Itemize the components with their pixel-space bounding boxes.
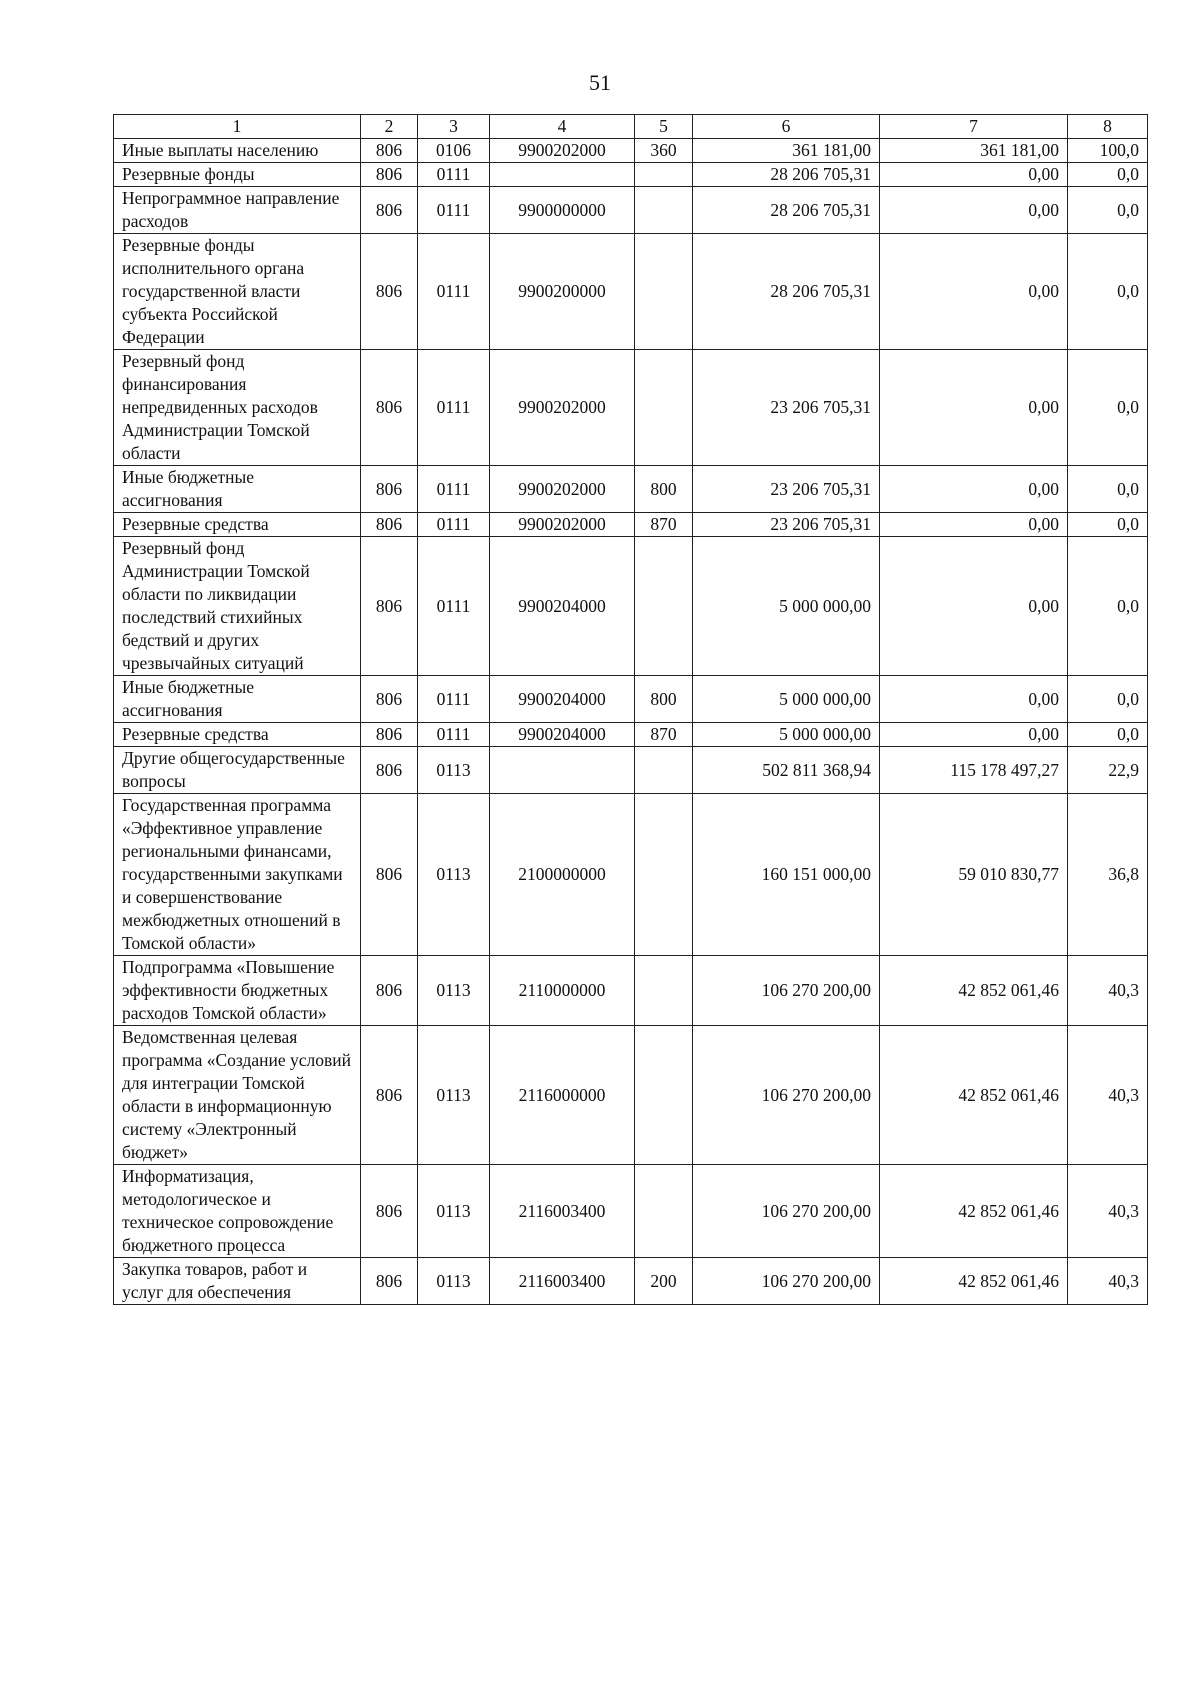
ministry-code-cell: 806 xyxy=(361,163,418,187)
page-number: 51 xyxy=(589,70,611,95)
target-article-cell: 2100000000 xyxy=(490,794,635,956)
section-code-cell: 0111 xyxy=(418,537,490,676)
expense-name-cell: Резервный фонд финансирования непредвиденных расходов Администрации Томской области xyxy=(114,350,361,466)
executed-amount-cell: 0,00 xyxy=(880,537,1068,676)
table-row xyxy=(114,1165,1148,1258)
ministry-code-cell: 806 xyxy=(361,1165,418,1258)
expense-name-cell: Резервный фонд Администрации Томской области по ликвидации последствий стихийных бедствий и других чрезвычайных ситуаций xyxy=(114,537,361,676)
planned-amount-cell: 106 270 200,00 xyxy=(693,1165,880,1258)
ministry-code-cell: 806 xyxy=(361,537,418,676)
section-code-cell: 0113 xyxy=(418,747,490,794)
target-article-cell: 9900204000 xyxy=(490,676,635,723)
expense-type-cell xyxy=(635,794,693,956)
table-row xyxy=(114,956,1148,1026)
table-row xyxy=(114,466,1148,513)
target-article-cell: 9900204000 xyxy=(490,537,635,676)
table-row xyxy=(114,537,1148,676)
expense-type-cell xyxy=(635,234,693,350)
planned-amount-cell: 5 000 000,00 xyxy=(693,723,880,747)
table-row xyxy=(114,163,1148,187)
target-article-cell xyxy=(490,747,635,794)
table-row xyxy=(114,747,1148,794)
executed-amount-cell: 0,00 xyxy=(880,513,1068,537)
target-article-cell: 2116000000 xyxy=(490,1026,635,1165)
executed-amount-cell: 0,00 xyxy=(880,187,1068,234)
planned-amount-cell: 5 000 000,00 xyxy=(693,676,880,723)
section-code-cell: 0113 xyxy=(418,956,490,1026)
planned-amount-cell: 361 181,00 xyxy=(693,139,880,163)
expense-name-cell: Непрограммное направление расходов xyxy=(114,187,361,234)
ministry-code-cell: 806 xyxy=(361,139,418,163)
planned-amount-cell: 5 000 000,00 xyxy=(693,537,880,676)
section-code-cell: 0111 xyxy=(418,676,490,723)
expense-name-cell: Иные выплаты населению xyxy=(114,139,361,163)
expense-type-cell: 800 xyxy=(635,466,693,513)
table-row xyxy=(114,723,1148,747)
expense-name-cell: Другие общегосударственные вопросы xyxy=(114,747,361,794)
execution-percent-cell: 0,0 xyxy=(1068,350,1148,466)
table-row xyxy=(114,187,1148,234)
section-code-cell: 0111 xyxy=(418,466,490,513)
expense-name-cell: Иные бюджетные ассигнования xyxy=(114,466,361,513)
expense-name-cell: Резервные средства xyxy=(114,513,361,537)
executed-amount-cell: 361 181,00 xyxy=(880,139,1068,163)
expense-type-cell xyxy=(635,747,693,794)
executed-amount-cell: 0,00 xyxy=(880,163,1068,187)
target-article-cell: 9900200000 xyxy=(490,234,635,350)
target-article-cell: 9900202000 xyxy=(490,466,635,513)
column-header-5: 5 xyxy=(635,115,693,139)
target-article-cell: 2116003400 xyxy=(490,1258,635,1305)
column-header-6: 6 xyxy=(693,115,880,139)
expense-type-cell: 200 xyxy=(635,1258,693,1305)
table-row xyxy=(114,513,1148,537)
table-body xyxy=(114,139,1148,1305)
execution-percent-cell: 0,0 xyxy=(1068,676,1148,723)
expense-name-cell: Резервные фонды xyxy=(114,163,361,187)
expense-type-cell xyxy=(635,1026,693,1165)
execution-percent-cell: 0,0 xyxy=(1068,187,1148,234)
section-code-cell: 0113 xyxy=(418,1258,490,1305)
planned-amount-cell: 28 206 705,31 xyxy=(693,234,880,350)
ministry-code-cell: 806 xyxy=(361,187,418,234)
executed-amount-cell: 0,00 xyxy=(880,466,1068,513)
ministry-code-cell: 806 xyxy=(361,466,418,513)
expense-type-cell xyxy=(635,187,693,234)
expense-name-cell: Резервные средства xyxy=(114,723,361,747)
planned-amount-cell: 106 270 200,00 xyxy=(693,1258,880,1305)
target-article-cell: 9900000000 xyxy=(490,187,635,234)
expense-type-cell xyxy=(635,1165,693,1258)
ministry-code-cell: 806 xyxy=(361,350,418,466)
planned-amount-cell: 28 206 705,31 xyxy=(693,163,880,187)
executed-amount-cell: 42 852 061,46 xyxy=(880,1165,1068,1258)
target-article-cell: 2110000000 xyxy=(490,956,635,1026)
ministry-code-cell: 806 xyxy=(361,723,418,747)
ministry-code-cell: 806 xyxy=(361,676,418,723)
execution-percent-cell: 0,0 xyxy=(1068,466,1148,513)
expense-type-cell xyxy=(635,956,693,1026)
execution-percent-cell: 22,9 xyxy=(1068,747,1148,794)
executed-amount-cell: 42 852 061,46 xyxy=(880,1258,1068,1305)
planned-amount-cell: 502 811 368,94 xyxy=(693,747,880,794)
table-row xyxy=(114,676,1148,723)
execution-percent-cell: 40,3 xyxy=(1068,1026,1148,1165)
executed-amount-cell: 0,00 xyxy=(880,723,1068,747)
expense-type-cell xyxy=(635,350,693,466)
expense-name-cell: Информатизация, методологическое и техническое сопровождение бюджетного процесса xyxy=(114,1165,361,1258)
execution-percent-cell: 0,0 xyxy=(1068,537,1148,676)
target-article-cell: 9900204000 xyxy=(490,723,635,747)
execution-percent-cell: 40,3 xyxy=(1068,956,1148,1026)
target-article-cell: 9900202000 xyxy=(490,513,635,537)
column-header-4: 4 xyxy=(490,115,635,139)
expense-type-cell xyxy=(635,537,693,676)
planned-amount-cell: 23 206 705,31 xyxy=(693,350,880,466)
executed-amount-cell: 0,00 xyxy=(880,350,1068,466)
target-article-cell: 2116003400 xyxy=(490,1165,635,1258)
planned-amount-cell: 160 151 000,00 xyxy=(693,794,880,956)
ministry-code-cell: 806 xyxy=(361,956,418,1026)
ministry-code-cell: 806 xyxy=(361,234,418,350)
column-header-3: 3 xyxy=(418,115,490,139)
expense-name-cell: Государственная программа «Эффективное управление региональными финансами, государственными закупками и совершенствование межбюджетных отношений в Томской области» xyxy=(114,794,361,956)
target-article-cell: 9900202000 xyxy=(490,350,635,466)
table-row xyxy=(114,139,1148,163)
execution-percent-cell: 36,8 xyxy=(1068,794,1148,956)
section-code-cell: 0111 xyxy=(418,723,490,747)
executed-amount-cell: 0,00 xyxy=(880,676,1068,723)
column-header-2: 2 xyxy=(361,115,418,139)
execution-percent-cell: 100,0 xyxy=(1068,139,1148,163)
executed-amount-cell: 0,00 xyxy=(880,234,1068,350)
planned-amount-cell: 106 270 200,00 xyxy=(693,956,880,1026)
ministry-code-cell: 806 xyxy=(361,513,418,537)
section-code-cell: 0113 xyxy=(418,1165,490,1258)
executed-amount-cell: 42 852 061,46 xyxy=(880,1026,1068,1165)
ministry-code-cell: 806 xyxy=(361,747,418,794)
section-code-cell: 0111 xyxy=(418,234,490,350)
expense-name-cell: Закупка товаров, работ и услуг для обеспечения xyxy=(114,1258,361,1305)
column-header-1: 1 xyxy=(114,115,361,139)
table-row xyxy=(114,1258,1148,1305)
planned-amount-cell: 23 206 705,31 xyxy=(693,466,880,513)
section-code-cell: 0113 xyxy=(418,794,490,956)
table-row xyxy=(114,350,1148,466)
planned-amount-cell: 28 206 705,31 xyxy=(693,187,880,234)
section-code-cell: 0113 xyxy=(418,1026,490,1165)
expense-name-cell: Резервные фонды исполнительного органа государственной власти субъекта Российской Федерации xyxy=(114,234,361,350)
expense-type-cell: 870 xyxy=(635,513,693,537)
table-row xyxy=(114,794,1148,956)
target-article-cell: 9900202000 xyxy=(490,139,635,163)
planned-amount-cell: 23 206 705,31 xyxy=(693,513,880,537)
executed-amount-cell: 59 010 830,77 xyxy=(880,794,1068,956)
executed-amount-cell: 115 178 497,27 xyxy=(880,747,1068,794)
table-row xyxy=(114,234,1148,350)
header-row xyxy=(114,115,1148,139)
expense-type-cell xyxy=(635,163,693,187)
column-header-8: 8 xyxy=(1068,115,1148,139)
execution-percent-cell: 0,0 xyxy=(1068,163,1148,187)
expense-type-cell: 870 xyxy=(635,723,693,747)
execution-percent-cell: 40,3 xyxy=(1068,1165,1148,1258)
column-header-7: 7 xyxy=(880,115,1068,139)
expense-type-cell: 360 xyxy=(635,139,693,163)
table-row xyxy=(114,1026,1148,1165)
section-code-cell: 0111 xyxy=(418,163,490,187)
section-code-cell: 0111 xyxy=(418,350,490,466)
expense-name-cell: Подпрограмма «Повышение эффективности бюджетных расходов Томской области» xyxy=(114,956,361,1026)
execution-percent-cell: 0,0 xyxy=(1068,723,1148,747)
ministry-code-cell: 806 xyxy=(361,794,418,956)
planned-amount-cell: 106 270 200,00 xyxy=(693,1026,880,1165)
execution-percent-cell: 40,3 xyxy=(1068,1258,1148,1305)
budget-table xyxy=(113,114,1148,1305)
section-code-cell: 0106 xyxy=(418,139,490,163)
expense-name-cell: Иные бюджетные ассигнования xyxy=(114,676,361,723)
expense-type-cell: 800 xyxy=(635,676,693,723)
executed-amount-cell: 42 852 061,46 xyxy=(880,956,1068,1026)
ministry-code-cell: 806 xyxy=(361,1026,418,1165)
section-code-cell: 0111 xyxy=(418,513,490,537)
target-article-cell xyxy=(490,163,635,187)
execution-percent-cell: 0,0 xyxy=(1068,513,1148,537)
ministry-code-cell: 806 xyxy=(361,1258,418,1305)
section-code-cell: 0111 xyxy=(418,187,490,234)
expense-name-cell: Ведомственная целевая программа «Создание условий для интеграции Томской области в информационную систему «Электронный бюджет» xyxy=(114,1026,361,1165)
execution-percent-cell: 0,0 xyxy=(1068,234,1148,350)
